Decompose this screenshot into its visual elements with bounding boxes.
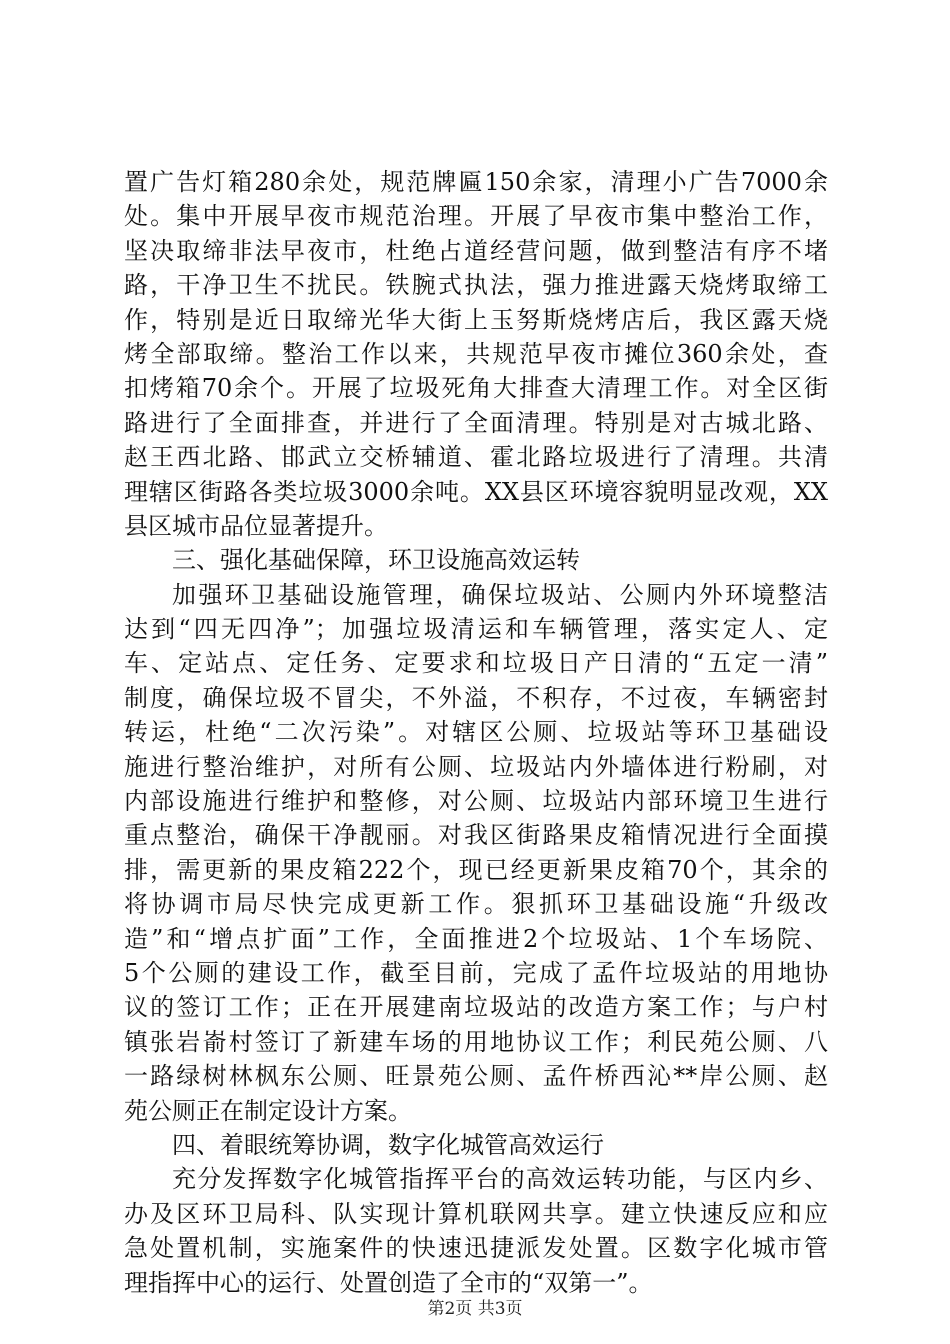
page-number-footer: 第2页 共3页 — [427, 1299, 523, 1319]
section-heading: 四、着眼统筹协调，数字化城管高效运行 — [172, 1130, 604, 1159]
text-line: 转运，杜绝“二次污染”。对辖区公厕、垃圾站等环卫基础设 — [124, 718, 828, 747]
text-line: 达到“四无四净”；加强垃圾清运和车辆管理，落实定人、定 — [124, 615, 828, 644]
text-line: 苑公厕正在制定设计方案。 — [124, 1096, 412, 1125]
text-line: 议的签订工作；正在开展建南垃圾站的改造方案工作；与户村 — [124, 993, 828, 1022]
text-line: 理辖区街路各类垃圾3000余吨。XX县区环境容貌明显改观，XX — [124, 477, 828, 506]
text-line: 制度，确保垃圾不冒尖，不外溢，不积存，不过夜，车辆密封 — [124, 683, 828, 712]
text-line: 镇张岩嵛村签订了新建车场的用地协议工作；利民苑公厕、八 — [124, 1027, 828, 1056]
text-line: 加强环卫基础设施管理，确保垃圾站、公厕内外环境整洁 — [172, 580, 828, 609]
text-line: 造”和“增点扩面”工作，全面推进2个垃圾站、1个车场院、 — [124, 924, 828, 953]
text-line: 置广告灯箱280余处，规范牌匾150余家，清理小广告7000余 — [124, 168, 828, 196]
document-body — [124, 165, 828, 1300]
section-heading: 三、强化基础保障，环卫设施高效运转 — [172, 546, 580, 575]
text-line: 作，特别是近日取缔光华大街上玉努斯烧烤店后，我区露天烧 — [124, 305, 828, 334]
text-line: 烤全部取缔。整治工作以来，共规范早夜市摊位360余处，查 — [124, 339, 828, 368]
text-line: 处。集中开展早夜市规范治理。开展了早夜市集中整治工作， — [124, 202, 828, 231]
text-line: 扣烤箱70余个。开展了垃圾死角大排查大清理工作。对全区街 — [124, 374, 828, 403]
text-line: 充分发挥数字化城管指挥平台的高效运转功能，与区内乡、 — [172, 1165, 828, 1194]
text-line: 急处置机制，实施案件的快速迅捷派发处置。区数字化城市管 — [124, 1234, 828, 1263]
text-line: 赵王西北路、邯武立交桥辅道、霍北路垃圾进行了清理。共清 — [124, 443, 828, 472]
text-line: 坚决取缔非法早夜市，杜绝占道经营问题，做到整洁有序不堵 — [124, 236, 828, 265]
text-line: 一路绿树林枫东公厕、旺景苑公厕、孟仵桥西沁**岸公厕、赵 — [124, 1062, 828, 1091]
text-line: 排，需更新的果皮箱222个，现已经更新果皮箱70个，其余的 — [124, 855, 828, 884]
text-line: 理指挥中心的运行、处置创造了全市的“双第一”。 — [124, 1268, 653, 1297]
text-line: 办及区环卫局科、队实现计算机联网共享。建立快速反应和应 — [124, 1199, 828, 1228]
text-line: 内部设施进行维护和整修，对公厕、垃圾站内部环境卫生进行 — [124, 787, 828, 816]
text-line: 5个公厕的建设工作，截至目前，完成了孟仵垃圾站的用地协 — [124, 958, 828, 987]
text-line: 路进行了全面排查，并进行了全面清理。特别是对古城北路、 — [124, 408, 828, 437]
text-line: 车、定站点、定任务、定要求和垃圾日产日清的“五定一清” — [124, 649, 828, 678]
text-line: 路，干净卫生不扰民。铁腕式执法，强力推进露天烧烤取缔工 — [124, 271, 828, 300]
text-line: 重点整治，确保干净靓丽。对我区街路果皮箱情况进行全面摸 — [124, 821, 828, 850]
text-line: 将协调市局尽快完成更新工作。狠抓环卫基础设施“升级改 — [124, 890, 828, 919]
text-line: 施进行整治维护，对所有公厕、垃圾站内外墙体进行粉刷，对 — [124, 752, 828, 781]
text-line: 县区城市品位显著提升。 — [124, 511, 388, 540]
